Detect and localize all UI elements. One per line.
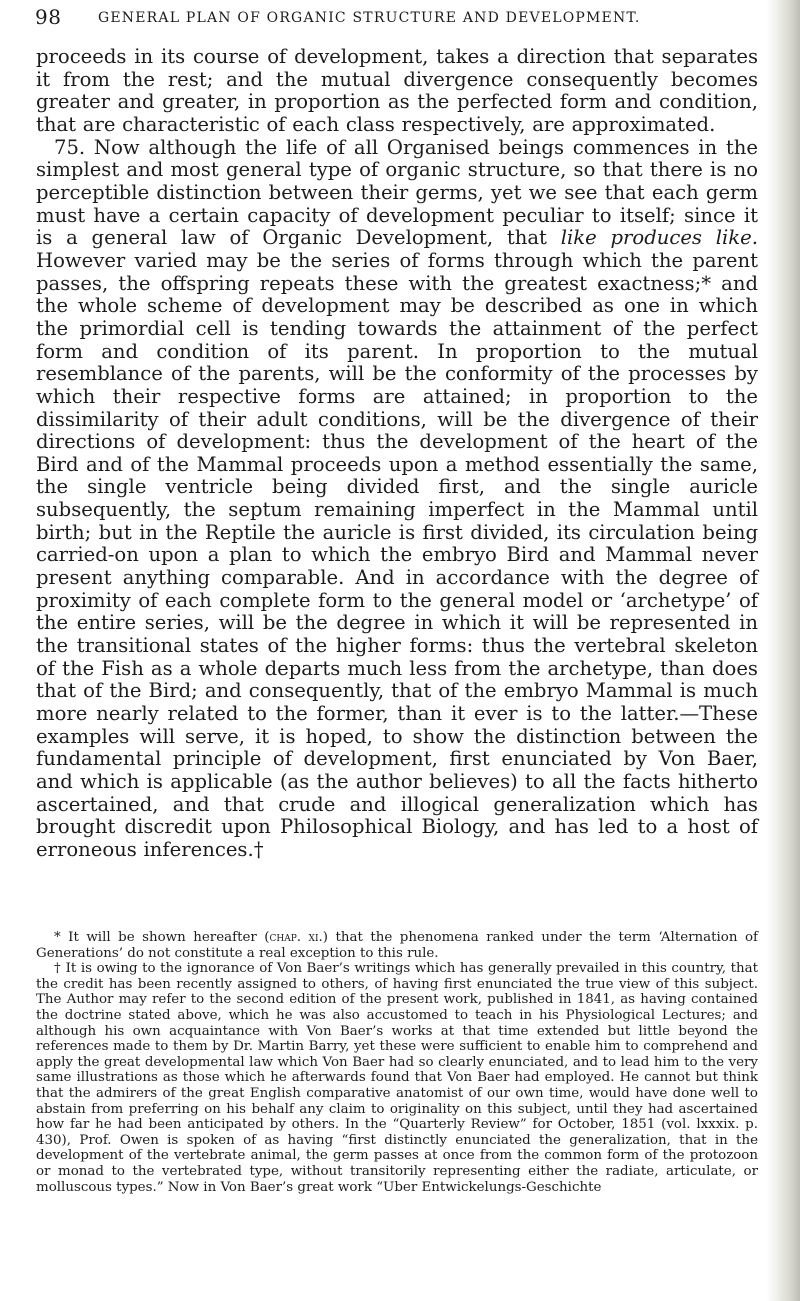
- paragraph-number: 75.: [54, 135, 86, 159]
- paragraph-text: However varied may be the series of forms through which the parent passes, the offspring repeats these with the greatest exactness;* and the whole scheme of development may be described as one in which the primordial cell is tending towards the attainment of the perfect form and condition of its parent. In proportion to the mutual resemblance of the parents, will be the conformity of the processes by which their respective forms are attained; in proportion to the dissimilarity of their adult conditions, will be the divergence of their directions of development: thus the development of the heart of the Bird and of the Mammal proceeds upon a method essentially the same, the single ventricle being divided first, and the single auricle subsequently, the septum remaining imperfect in the Mammal until birth; but in the Reptile the auricle is first divided, its circulation being carried-on upon a plan to which the embryo Bird and Mammal never present anything comparable. And in accordance with the degree of proximity of each complete form to the general model or ‘archetype’ of the entire series, will be the degree in which it will be represented in the transitional states of the higher forms: thus the vertebral skeleton of the Fish as a whole departs much less from the archetype, than does that of the Bird; and consequently, that of the embryo Mammal is much more nearly related to the former, than it ever is to the latter.—These examples will serve, it is hoped, to show the distinction between the fundamental principle of development, first enunciated by Von Baer, and which is applicable (as the author believes) to all the facts hitherto ascertained, and that crude and illogical generalization which has brought discredit upon Philosophical Biology, and has led to a host of erroneous inferences.†: [36, 248, 758, 861]
- paragraph-text: Now although the life of all Organised beings commences in the simplest and most general type of organic structure, so that there is no perceptible distinction between their germs, yet we see that each germ must have a certain capacity of development peculiar to itself; since it is a general law of Organic Development, that: [36, 135, 758, 250]
- paragraph-75: [36, 137, 758, 862]
- chapter-reference: chap. xi.: [269, 930, 323, 945]
- emphasis-text: like produces like.: [560, 226, 758, 250]
- running-head: GENERAL PLAN OF ORGANIC STRUCTURE AND DEVELOPMENT.: [98, 10, 641, 26]
- footnote-2: † It is owing to the ignorance of Von Baer’s writings which has generally prevailed in this country, that the credit has been recently assigned to others, of having first enunciated the true view of this subject. The Author may refer to the second edition of the present work, published in 1841, as having contained the doctrine stated above, which he was also accustomed to teach in his Physiological Lectures; and although his own acquaintance with Von Baer’s works at that time extended but little beyond the references made to them by Dr. Martin Barry, yet these were sufficient to enable him to comprehend and apply the great developmental law which Von Baer had so clearly enunciated, and to lead him to the very same illustrations as those which he afterwards found that Von Baer had employed. He cannot but think that the admirers of the great English comparative anatomist of our own time, would have done well to abstain from preferring on his behalf any claim to originality on this subject, until they had ascertained how far he had been anticipated by others. In the “Quarterly Review” for October, 1851 (vol. lxxxix. p. 430), Prof. Owen is spoken of as having “first distinctly enunciated the generalization, that in the development of the vertebrate animal, the germ passes at once from the common form of the protozoon or monad to the vertebrated type, without transitorily representing either the radiate, articulate, or molluscous types.” Now in Von Baer’s great work “Uber Entwickelungs-Geschichte: [36, 961, 758, 1195]
- page-number: 98: [35, 5, 62, 29]
- footnote-text: ) that the phenomena ranked under the term ‘Alternation of Generations’ do not constitute a real exception to this rule.: [36, 930, 758, 961]
- body-text: [36, 46, 758, 862]
- footnotes: [36, 930, 758, 1195]
- page-edge-shadow: [766, 0, 800, 1301]
- footnote-1: [36, 930, 758, 961]
- footnote-text: * It will be shown hereafter (: [54, 930, 270, 945]
- paragraph-continued: proceeds in its course of development, takes a direction that separates it from the rest; and the mutual divergence consequently becomes greater and greater, in proportion as the perfected form and condition, that are characteristic of each class respectively, are approximated.: [36, 45, 758, 136]
